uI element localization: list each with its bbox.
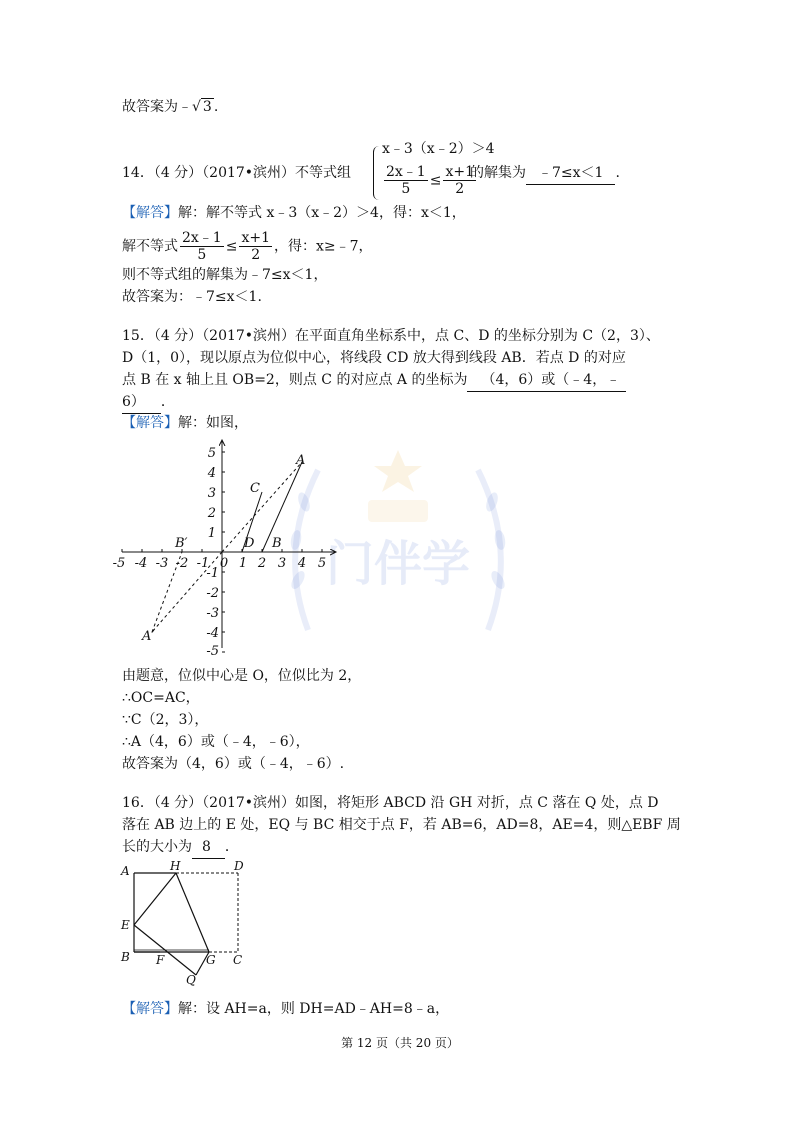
x-tick-label: -4	[134, 556, 148, 571]
q15-answer-blank-1: （4，6）或（﹣4，﹣	[467, 369, 626, 392]
q15-solution-1: 【解答】解：如图，	[122, 415, 248, 431]
fold-line-EH	[134, 873, 176, 925]
y-tick-label: 1	[207, 526, 216, 541]
q14-solution-4: 故答案为：﹣7≤x＜1.	[122, 289, 262, 305]
y-tick-label: 3	[207, 486, 216, 501]
q14-solution-3: 则不等式组的解集为﹣7≤x＜1，	[122, 267, 328, 283]
y-tick-label: -2	[206, 586, 219, 601]
q15-step-4: ∴A（4，6）或（﹣4，﹣6），	[122, 734, 310, 750]
q16-answer-blank: 8	[192, 836, 225, 859]
point-label-C: C	[250, 481, 260, 496]
rect-label-H: H	[170, 860, 181, 873]
folded-rectangle-figure	[118, 860, 258, 986]
q15-line-2: D（1，0），现以原点为位似中心，将线段 CD 放大得到线段 AB．若点 D 的对应	[122, 350, 626, 366]
q15-line-1: 15．（4 分）（2017•滨州）在平面直角坐标系中，点 C、D 的坐标分别为 C（2，3）、	[122, 328, 660, 344]
y-tick-label: 4	[207, 466, 216, 481]
point-label-D: D	[244, 536, 255, 551]
x-tick-label: 2	[257, 556, 267, 571]
rect-label-E: E	[121, 918, 130, 932]
x-tick-label: -5	[112, 556, 126, 571]
segment-AB	[262, 462, 302, 552]
rect-label-A: A	[121, 864, 130, 878]
q14-inequality-2: $\frac{2x﹣1}{5}$ ≤ $\frac{x+1}{2}$	[386, 164, 474, 197]
q15-step-3: ∵C（2，3），	[122, 712, 209, 728]
q16-line-1: 16．（4 分）（2017•滨州）如图，将矩形 ABCD 沿 GH 对折，点 C 落在 Q 处，点 D	[122, 795, 659, 811]
q16-line-3: 长的大小为 8 ．	[122, 836, 239, 859]
point-label-A-prime: A′	[142, 629, 155, 644]
fold-line-HG	[176, 873, 209, 952]
solution-tag: 【解答】	[122, 415, 178, 431]
y-tick-label: -3	[206, 606, 219, 621]
x-tick-label: 1	[238, 556, 248, 571]
rect-label-Q: Q	[186, 973, 196, 986]
x-tick-label: 4	[297, 556, 307, 571]
y-tick-label: -5	[206, 644, 219, 656]
x-tick-label: -1	[196, 556, 210, 571]
point-label-B-prime: B′	[175, 536, 188, 551]
q13-answer-line: 故答案为﹣√ 3 .	[122, 99, 219, 115]
watermark-text: 门伴学	[325, 536, 471, 592]
y-tick-label: -1	[206, 566, 219, 581]
q14-answer: 的解集为 ﹣7≤x＜1 .	[470, 162, 620, 185]
point-label-B: B	[272, 536, 282, 551]
q14-solution-2: 解不等式 $\frac{2x﹣1}{5}$ ≤ $\frac{x+1}{2}$ ，得：x≥﹣7，	[122, 230, 373, 263]
rect-label-D: D	[234, 860, 244, 873]
q15-line-4: 6） ．	[122, 391, 175, 414]
q15-step-1: 由题意，位似中心是 O，位似比为 2，	[122, 668, 362, 684]
rect-label-F: F	[156, 953, 165, 967]
x-tick-label: -3	[155, 556, 169, 571]
q14-inequality-1: x﹣3（x﹣2）＞4	[382, 141, 495, 157]
coordinate-graph	[112, 436, 342, 656]
rect-label-B: B	[121, 950, 130, 964]
solution-tag: 【解答】	[122, 205, 178, 221]
rect-label-C: C	[233, 953, 243, 967]
x-tick-label: 3	[277, 556, 287, 571]
q14-header: 14．（4 分）（2017•滨州）不等式组	[122, 165, 352, 181]
q15-step-2: ∴OC=AC，	[122, 690, 200, 706]
q14-solution-1: 【解答】解：解不等式 x﹣3（x﹣2）＞4，得：x＜1，	[122, 205, 466, 221]
page-footer: 第 12 页（共 20 页）	[341, 1036, 459, 1050]
q15-step-5: 故答案为（4，6）或（﹣4，﹣6）.	[122, 756, 345, 772]
sqrt-radicand: 3	[202, 99, 212, 115]
q16-solution-1: 【解答】解：设 AH=a，则 DH=AD﹣AH=8﹣a，	[122, 1001, 450, 1017]
y-tick-label: 5	[207, 446, 216, 461]
x-tick-label: 0	[219, 556, 229, 571]
q16-line-2: 落在 AB 边上的 E 处，EQ 与 BC 相交于点 F，若 AB=6，AD=8，AE=4，则△EBF 周	[122, 817, 681, 833]
solution-tag: 【解答】	[122, 1001, 178, 1017]
dashed-OA	[222, 462, 302, 552]
q15-answer-blank-2: 6）	[122, 391, 161, 414]
rect-label-G: G	[206, 953, 216, 967]
point-label-A: A	[296, 453, 306, 468]
q14-answer-blank: ﹣7≤x＜1	[526, 162, 615, 185]
x-tick-label: -2	[175, 556, 189, 571]
x-tick-label: 5	[317, 556, 327, 571]
y-tick-label: -4	[206, 626, 219, 641]
q15-line-3: 点 B 在 x 轴上且 OB=2，则点 C 的对应点 A 的坐标为 （4，6）或（﹣4，﹣	[122, 369, 626, 392]
y-tick-label: 2	[207, 506, 216, 521]
